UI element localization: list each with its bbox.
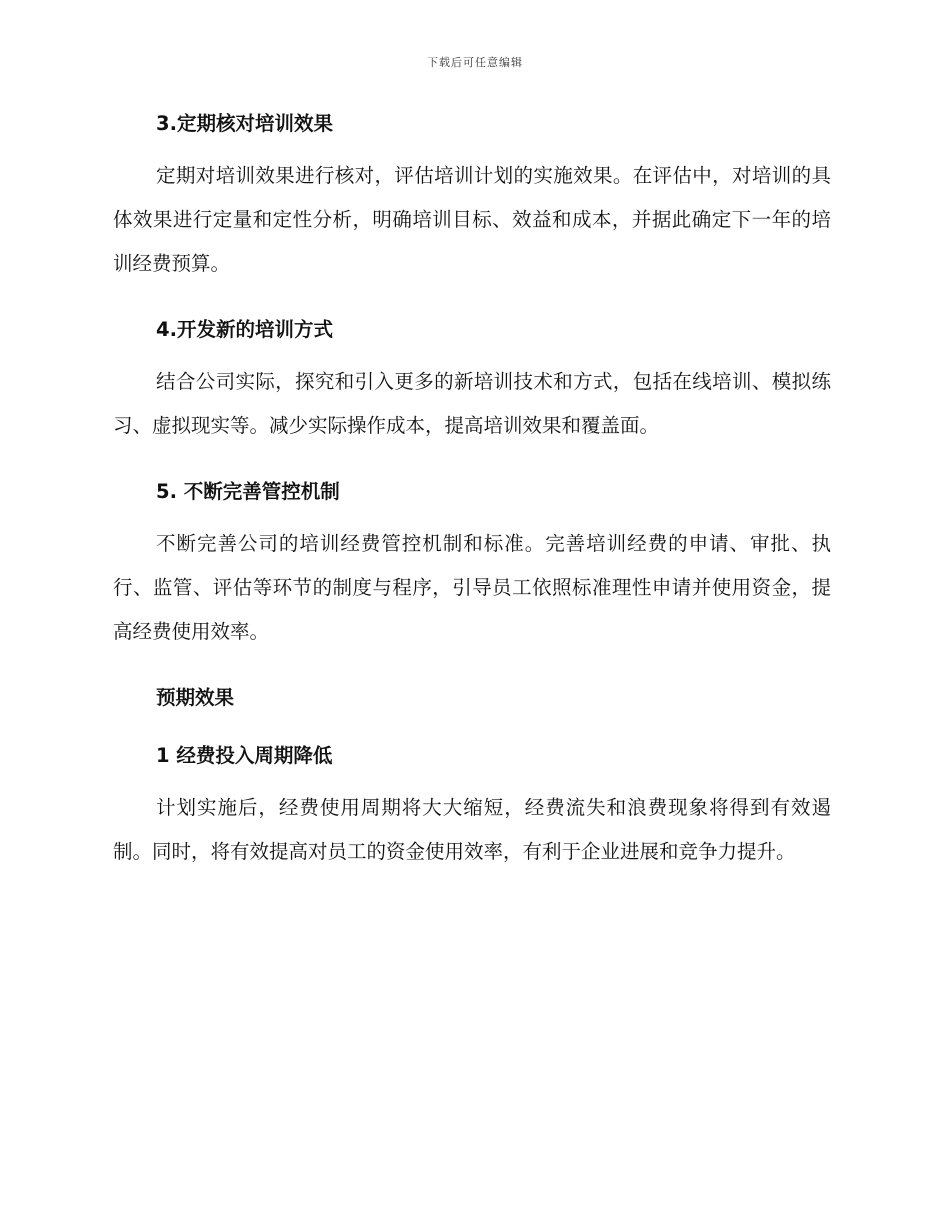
page-header: 下载后可任意编辑 [427, 56, 523, 69]
section-heading: 3.定期核对培训效果 [156, 112, 333, 135]
section-heading: 5. 不断完善管控机制 [156, 480, 340, 503]
document-body [113, 110, 831, 874]
section-paragraph: 计划实施后，经费使用周期将大大缩短，经费流失和浪费现象将得到有效遏制。同时，将有效提高对员工的资金使用效率，有利于企业进展和竞争力提升。 [113, 796, 831, 863]
expected-effects-heading: 预期效果 [156, 686, 235, 709]
section-paragraph: 不断完善公司的培训经费管控机制和标准。完善培训经费的申请、审批、执行、监管、评估等环节的制度与程序，引导员工依照标准理性申请并使用资金，提高经费使用效率。 [113, 532, 831, 643]
section-paragraph: 结合公司实际，探究和引入更多的新培训技术和方式，包括在线培训、模拟练习、虚拟现实等。减少实际操作成本，提高培训效果和覆盖面。 [113, 370, 831, 437]
section-heading: 4.开发新的培训方式 [156, 318, 333, 341]
section-paragraph: 定期对培训效果进行核对，评估培训计划的实施效果。在评估中，对培训的具体效果进行定量和定性分析，明确培训目标、效益和成本，并据此确定下一年的培训经费预算。 [113, 164, 831, 275]
section-heading: 1 经费投入周期降低 [156, 744, 333, 767]
